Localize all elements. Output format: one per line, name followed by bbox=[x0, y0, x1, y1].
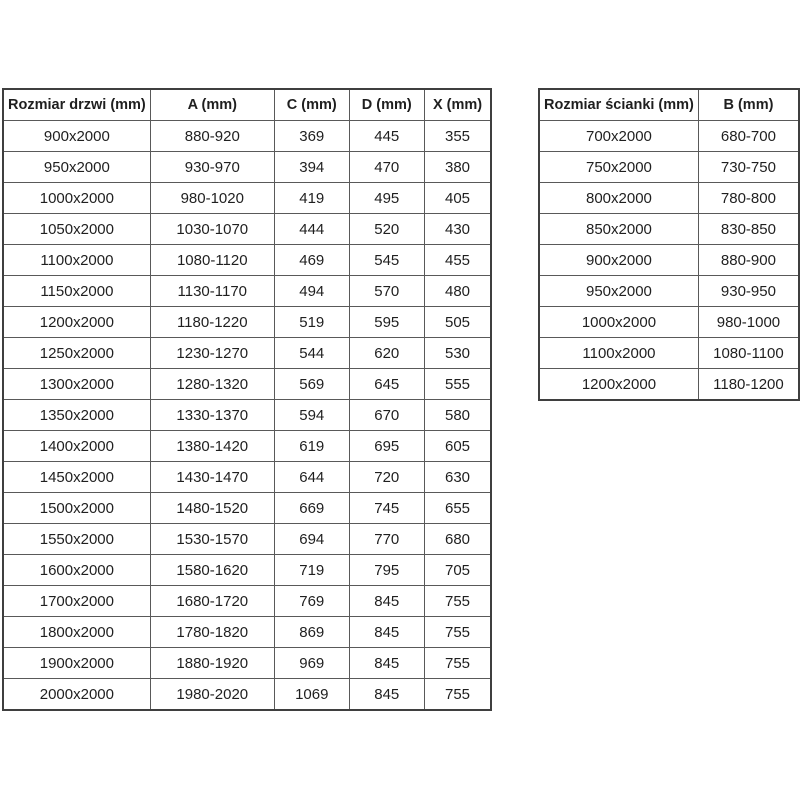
table-cell: 1550x2000 bbox=[3, 524, 150, 555]
table-cell: 1069 bbox=[274, 679, 349, 711]
table-row bbox=[539, 307, 799, 338]
table-row bbox=[539, 183, 799, 214]
table-row bbox=[3, 369, 491, 400]
table-cell: 705 bbox=[424, 555, 491, 586]
table-cell: 1380-1420 bbox=[150, 431, 274, 462]
table-row bbox=[3, 617, 491, 648]
table-row bbox=[539, 369, 799, 401]
table-cell: 1600x2000 bbox=[3, 555, 150, 586]
table-cell: 1200x2000 bbox=[3, 307, 150, 338]
table-cell: 630 bbox=[424, 462, 491, 493]
table-cell: 1180-1220 bbox=[150, 307, 274, 338]
column-header: X (mm) bbox=[424, 89, 491, 121]
table-cell: 619 bbox=[274, 431, 349, 462]
table-cell: 845 bbox=[349, 679, 424, 711]
table-cell: 720 bbox=[349, 462, 424, 493]
table-cell: 1030-1070 bbox=[150, 214, 274, 245]
table-row bbox=[539, 338, 799, 369]
table-cell: 469 bbox=[274, 245, 349, 276]
table-cell: 470 bbox=[349, 152, 424, 183]
table-cell: 1180-1200 bbox=[698, 369, 799, 401]
table-row bbox=[3, 338, 491, 369]
column-header: A (mm) bbox=[150, 89, 274, 121]
table-row bbox=[539, 121, 799, 152]
table-cell: 1080-1100 bbox=[698, 338, 799, 369]
table-cell: 1580-1620 bbox=[150, 555, 274, 586]
table-row bbox=[3, 307, 491, 338]
table-cell: 880-900 bbox=[698, 245, 799, 276]
table-cell: 644 bbox=[274, 462, 349, 493]
table-row bbox=[3, 524, 491, 555]
table-cell: 519 bbox=[274, 307, 349, 338]
column-header: C (mm) bbox=[274, 89, 349, 121]
table-cell: 680-700 bbox=[698, 121, 799, 152]
table-cell: 845 bbox=[349, 586, 424, 617]
table-cell: 750x2000 bbox=[539, 152, 698, 183]
table-cell: 880-920 bbox=[150, 121, 274, 152]
table-row bbox=[3, 400, 491, 431]
table-row bbox=[3, 431, 491, 462]
table-cell: 1400x2000 bbox=[3, 431, 150, 462]
table-cell: 1450x2000 bbox=[3, 462, 150, 493]
header-row bbox=[539, 89, 799, 121]
table-row bbox=[3, 121, 491, 152]
table-row bbox=[3, 462, 491, 493]
table-cell: 430 bbox=[424, 214, 491, 245]
table-cell: 445 bbox=[349, 121, 424, 152]
table-cell: 770 bbox=[349, 524, 424, 555]
table-cell: 695 bbox=[349, 431, 424, 462]
table-cell: 850x2000 bbox=[539, 214, 698, 245]
table-cell: 755 bbox=[424, 617, 491, 648]
table-cell: 769 bbox=[274, 586, 349, 617]
table-cell: 1330-1370 bbox=[150, 400, 274, 431]
table-cell: 1100x2000 bbox=[3, 245, 150, 276]
table-cell: 1000x2000 bbox=[539, 307, 698, 338]
table-cell: 1800x2000 bbox=[3, 617, 150, 648]
table-cell: 394 bbox=[274, 152, 349, 183]
table-cell: 830-850 bbox=[698, 214, 799, 245]
table-cell: 645 bbox=[349, 369, 424, 400]
column-header: B (mm) bbox=[698, 89, 799, 121]
table-row bbox=[539, 276, 799, 307]
table-cell: 1150x2000 bbox=[3, 276, 150, 307]
table-cell: 1100x2000 bbox=[539, 338, 698, 369]
table-row bbox=[3, 183, 491, 214]
table-cell: 869 bbox=[274, 617, 349, 648]
table-cell: 580 bbox=[424, 400, 491, 431]
table-cell: 369 bbox=[274, 121, 349, 152]
table-cell: 800x2000 bbox=[539, 183, 698, 214]
table-row bbox=[3, 586, 491, 617]
table-cell: 570 bbox=[349, 276, 424, 307]
table-row bbox=[3, 648, 491, 679]
table-cell: 969 bbox=[274, 648, 349, 679]
table-cell: 845 bbox=[349, 648, 424, 679]
table-cell: 595 bbox=[349, 307, 424, 338]
table-cell: 455 bbox=[424, 245, 491, 276]
table-cell: 355 bbox=[424, 121, 491, 152]
table-cell: 980-1020 bbox=[150, 183, 274, 214]
table-cell: 694 bbox=[274, 524, 349, 555]
table-cell: 505 bbox=[424, 307, 491, 338]
table-cell: 1680-1720 bbox=[150, 586, 274, 617]
table-row bbox=[3, 493, 491, 524]
column-header: Rozmiar drzwi (mm) bbox=[3, 89, 150, 121]
table-cell: 1500x2000 bbox=[3, 493, 150, 524]
table-cell: 980-1000 bbox=[698, 307, 799, 338]
table-cell: 405 bbox=[424, 183, 491, 214]
table-cell: 930-950 bbox=[698, 276, 799, 307]
table-cell: 494 bbox=[274, 276, 349, 307]
table-cell: 530 bbox=[424, 338, 491, 369]
table-cell: 569 bbox=[274, 369, 349, 400]
table-cell: 1130-1170 bbox=[150, 276, 274, 307]
table-cell: 755 bbox=[424, 586, 491, 617]
table-cell: 419 bbox=[274, 183, 349, 214]
table-row bbox=[539, 214, 799, 245]
table-cell: 1530-1570 bbox=[150, 524, 274, 555]
table-cell: 680 bbox=[424, 524, 491, 555]
column-header: Rozmiar ścianki (mm) bbox=[539, 89, 698, 121]
table-cell: 605 bbox=[424, 431, 491, 462]
table-cell: 1230-1270 bbox=[150, 338, 274, 369]
table-cell: 1000x2000 bbox=[3, 183, 150, 214]
table-row bbox=[3, 245, 491, 276]
table-cell: 480 bbox=[424, 276, 491, 307]
table-cell: 1700x2000 bbox=[3, 586, 150, 617]
table-cell: 1780-1820 bbox=[150, 617, 274, 648]
table-cell: 1280-1320 bbox=[150, 369, 274, 400]
table-cell: 1980-2020 bbox=[150, 679, 274, 711]
table-cell: 745 bbox=[349, 493, 424, 524]
table-cell: 950x2000 bbox=[539, 276, 698, 307]
table-row bbox=[3, 152, 491, 183]
table-cell: 795 bbox=[349, 555, 424, 586]
table-cell: 1080-1120 bbox=[150, 245, 274, 276]
table-row bbox=[3, 214, 491, 245]
table-cell: 1350x2000 bbox=[3, 400, 150, 431]
table-cell: 780-800 bbox=[698, 183, 799, 214]
door-sizes-table bbox=[2, 88, 492, 711]
table-cell: 900x2000 bbox=[3, 121, 150, 152]
header-row bbox=[3, 89, 491, 121]
table-cell: 900x2000 bbox=[539, 245, 698, 276]
table-cell: 730-750 bbox=[698, 152, 799, 183]
table-cell: 1300x2000 bbox=[3, 369, 150, 400]
table-row bbox=[539, 152, 799, 183]
table-cell: 495 bbox=[349, 183, 424, 214]
table-row bbox=[3, 679, 491, 711]
table-cell: 845 bbox=[349, 617, 424, 648]
table-cell: 555 bbox=[424, 369, 491, 400]
table-row bbox=[539, 245, 799, 276]
table-cell: 1480-1520 bbox=[150, 493, 274, 524]
table-cell: 380 bbox=[424, 152, 491, 183]
table-cell: 950x2000 bbox=[3, 152, 150, 183]
table-cell: 594 bbox=[274, 400, 349, 431]
table-cell: 1200x2000 bbox=[539, 369, 698, 401]
table-row bbox=[3, 276, 491, 307]
table-cell: 930-970 bbox=[150, 152, 274, 183]
table-cell: 520 bbox=[349, 214, 424, 245]
table-cell: 719 bbox=[274, 555, 349, 586]
table-cell: 544 bbox=[274, 338, 349, 369]
table-cell: 670 bbox=[349, 400, 424, 431]
table-cell: 444 bbox=[274, 214, 349, 245]
table-cell: 700x2000 bbox=[539, 121, 698, 152]
table-cell: 1430-1470 bbox=[150, 462, 274, 493]
table-cell: 755 bbox=[424, 648, 491, 679]
table-cell: 1880-1920 bbox=[150, 648, 274, 679]
table-cell: 2000x2000 bbox=[3, 679, 150, 711]
table-cell: 1900x2000 bbox=[3, 648, 150, 679]
table-cell: 545 bbox=[349, 245, 424, 276]
table-cell: 620 bbox=[349, 338, 424, 369]
table-cell: 1050x2000 bbox=[3, 214, 150, 245]
table-cell: 1250x2000 bbox=[3, 338, 150, 369]
table-cell: 655 bbox=[424, 493, 491, 524]
table-cell: 669 bbox=[274, 493, 349, 524]
column-header: D (mm) bbox=[349, 89, 424, 121]
wall-sizes-table bbox=[538, 88, 800, 401]
table-cell: 755 bbox=[424, 679, 491, 711]
table-row bbox=[3, 555, 491, 586]
